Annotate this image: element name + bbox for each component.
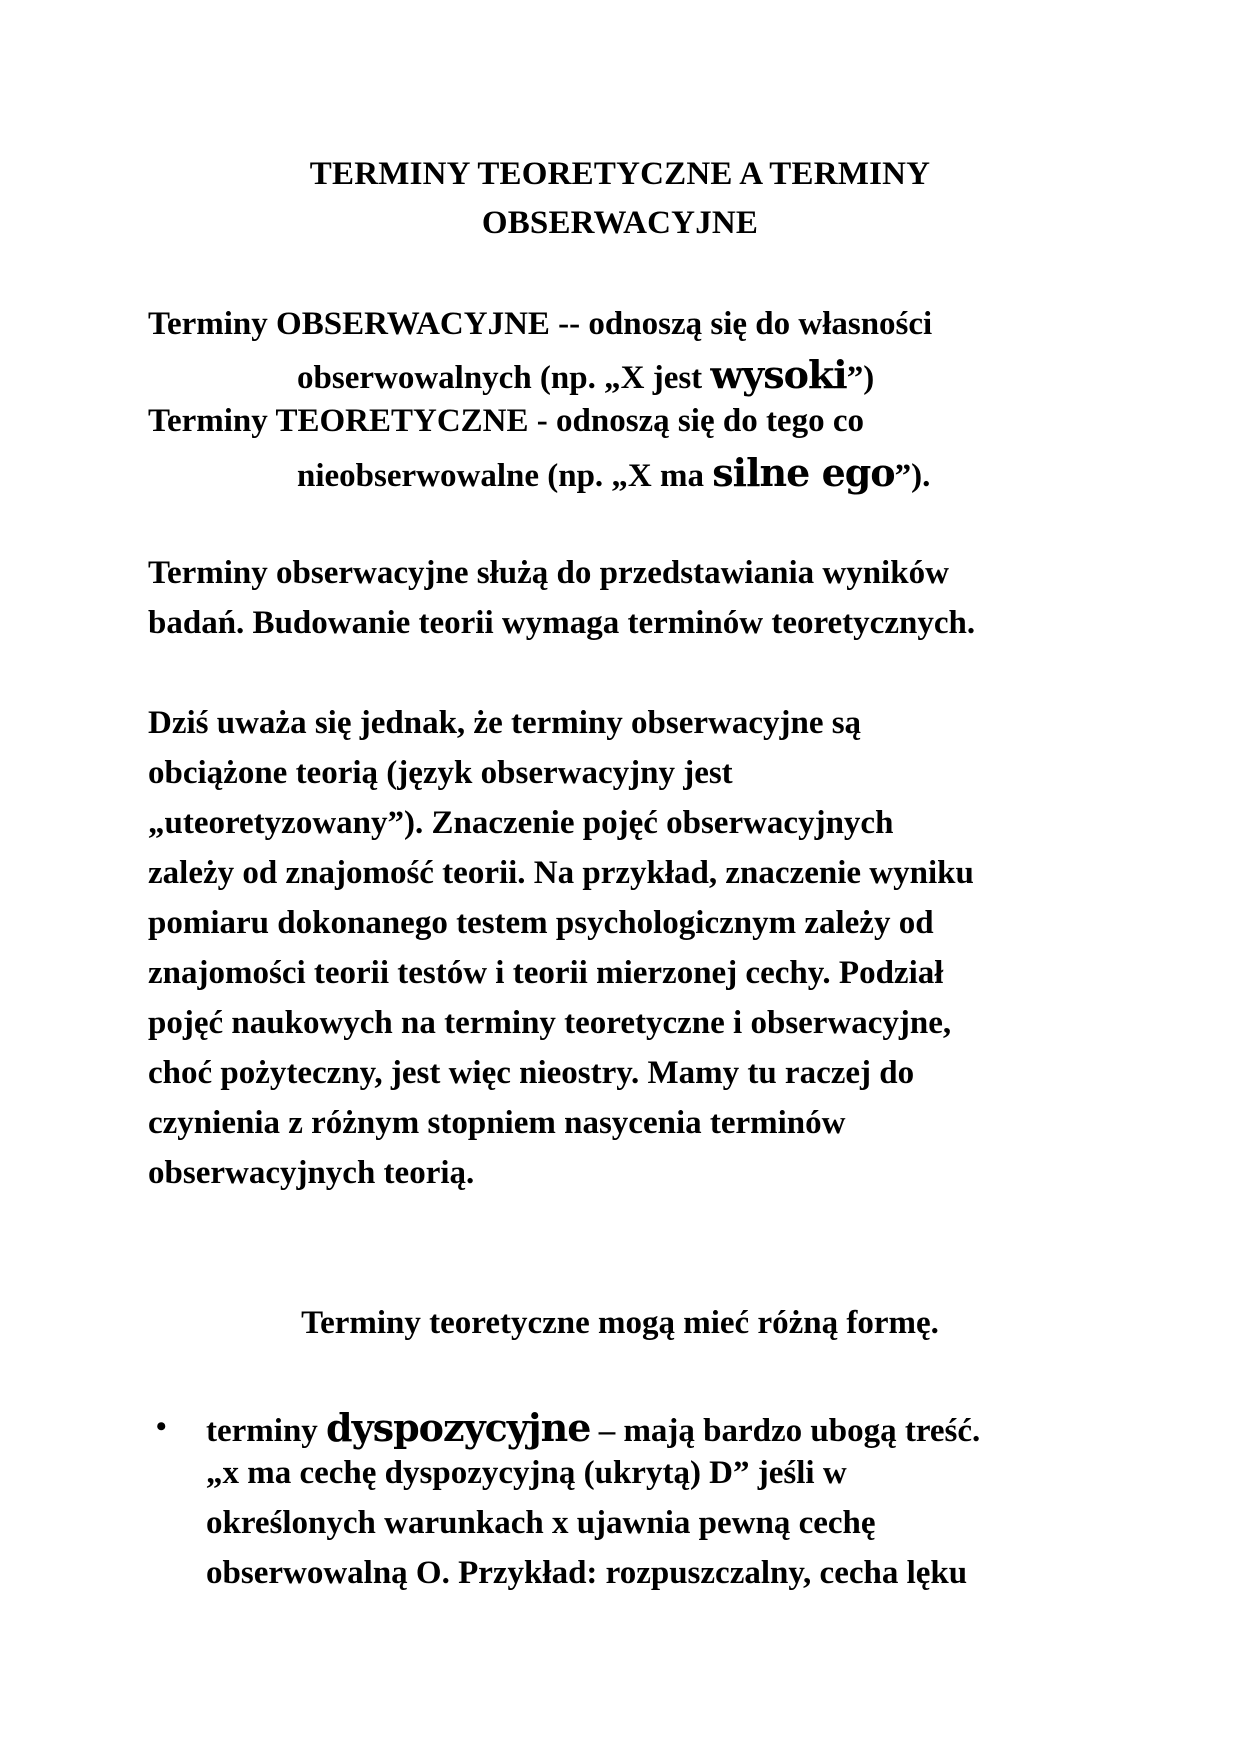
paragraph-2-line: pojęć naukowych na terminy teoretyczne i obserwacyjne, — [148, 1005, 952, 1041]
emphasized-word: silne ego — [712, 450, 895, 495]
emphasized-word: dyspozycyjne — [326, 1405, 591, 1450]
paragraph-2-line: pomiaru dokonanego testem psychologicznym zależy od — [148, 905, 934, 941]
paragraph-2-line: „uteoretyzowany”). Znaczenie pojęć obserwacyjnych — [148, 805, 894, 841]
paragraph-1-line: Terminy obserwacyjne służą do przedstawiania wyników — [148, 555, 949, 591]
bullet-line: obserwowalną O. Przykład: rozpuszczalny, cecha lęku — [206, 1555, 968, 1591]
example-close: ”) — [846, 360, 875, 396]
example-text: obserwowalnych (np. „X jest — [297, 360, 711, 396]
paragraph-2-line: Dziś uważa się jednak, że terminy obserwacyjne są — [148, 705, 862, 741]
paragraph-1-line: badań. Budowanie teorii wymaga terminów teoretycznych. — [148, 605, 976, 641]
bullet-line: określonych warunkach x ujawnia pewną cechę — [206, 1505, 876, 1541]
title-line-1: TERMINY TEORETYCZNE A TERMINY — [309, 156, 931, 192]
example-text: nieobserwowalne (np. „X ma — [297, 458, 713, 494]
bullet-line: „x ma cechę dyspozycyjną (ukrytą) D” jeśli w — [206, 1455, 847, 1491]
example-close: ”). — [894, 458, 931, 494]
theoretical-definition-line-1: Terminy TEORETYCZNE - odnoszą się do tego co — [148, 403, 864, 439]
paragraph-2-line: obciążone teorią (język obserwacyjny jest — [148, 755, 733, 791]
bullet-icon: • — [156, 1410, 167, 1443]
paragraph-2-line: czynienia z różnym stopniem nasycenia terminów — [148, 1105, 846, 1141]
paragraph-2-line: choć pożyteczny, jest więc nieostry. Mamy tu raczej do — [148, 1055, 915, 1091]
paragraph-2-line: obserwacyjnych teorią. — [148, 1155, 475, 1191]
theoretical-definition-line-2 — [297, 450, 930, 495]
observational-definition-line-1: Terminy OBSERWACYJNE -- odnoszą się do własności — [148, 306, 933, 342]
paragraph-2-line: zależy od znajomość teorii. Na przykład, znaczenie wyniku — [148, 855, 974, 891]
observational-definition-line-2 — [297, 352, 874, 397]
bullet-text: terminy — [206, 1413, 327, 1449]
paragraph-2-line: znajomości teorii testów i teorii mierzonej cechy. Podział — [148, 955, 944, 991]
subheading: Terminy teoretyczne mogą mieć różną formę. — [301, 1305, 939, 1341]
bullet-text: – mają bardzo ubogą treść. — [590, 1413, 981, 1449]
emphasized-word: wysoki — [710, 352, 847, 397]
title-line-2: OBSERWACYJNE — [481, 205, 759, 241]
bullet-line-1 — [206, 1405, 980, 1450]
